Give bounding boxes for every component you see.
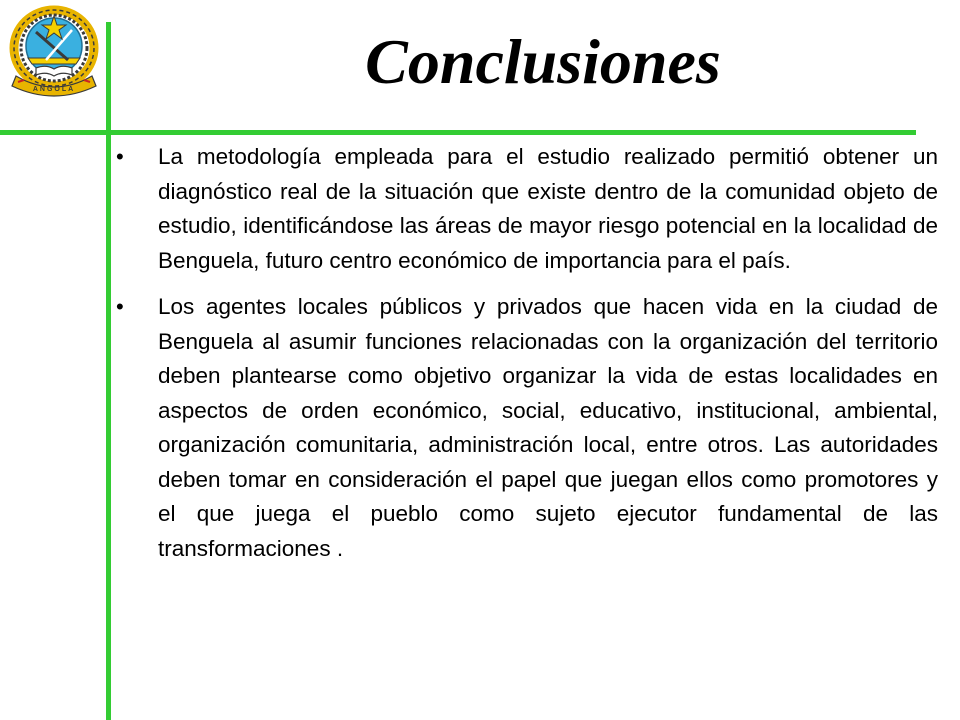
- bullet-dot-icon: •: [116, 144, 124, 169]
- bullet-item: [116, 290, 938, 566]
- bullet-dot-icon: •: [116, 294, 124, 319]
- vertical-accent-line: [106, 22, 111, 720]
- logo-label: ANGOLA: [32, 86, 76, 93]
- bullet-list: [116, 140, 938, 578]
- horizontal-accent-line: [0, 130, 916, 135]
- slide-title: Conclusiones: [365, 26, 721, 97]
- bullet-text: Los agentes locales públicos y privados que hacen vida en la ciudad de Benguela al asumir funciones relacionadas con la organización del territorio deben plantearse como objetivo organizar la vida de estas localidades en aspectos de orden económico, social, educativo, institucional, ambiental, organización comunitaria, administración local, entre otros. Las autoridades deben tomar en consideración el papel que juegan ellos como promotores y el que juega el pueblo como sujeto ejecutor fundamental de las transformaciones .: [158, 294, 938, 561]
- bullet-item: [116, 140, 938, 278]
- bullet-text: La metodología empleada para el estudio realizado permitió obtener un diagnóstico real de la situación que existe dentro de la comunidad objeto de estudio, identificándose las áreas de mayor riesgo potencial en la localidad de Benguela, futuro centro económico de importancia para el país.: [158, 144, 938, 273]
